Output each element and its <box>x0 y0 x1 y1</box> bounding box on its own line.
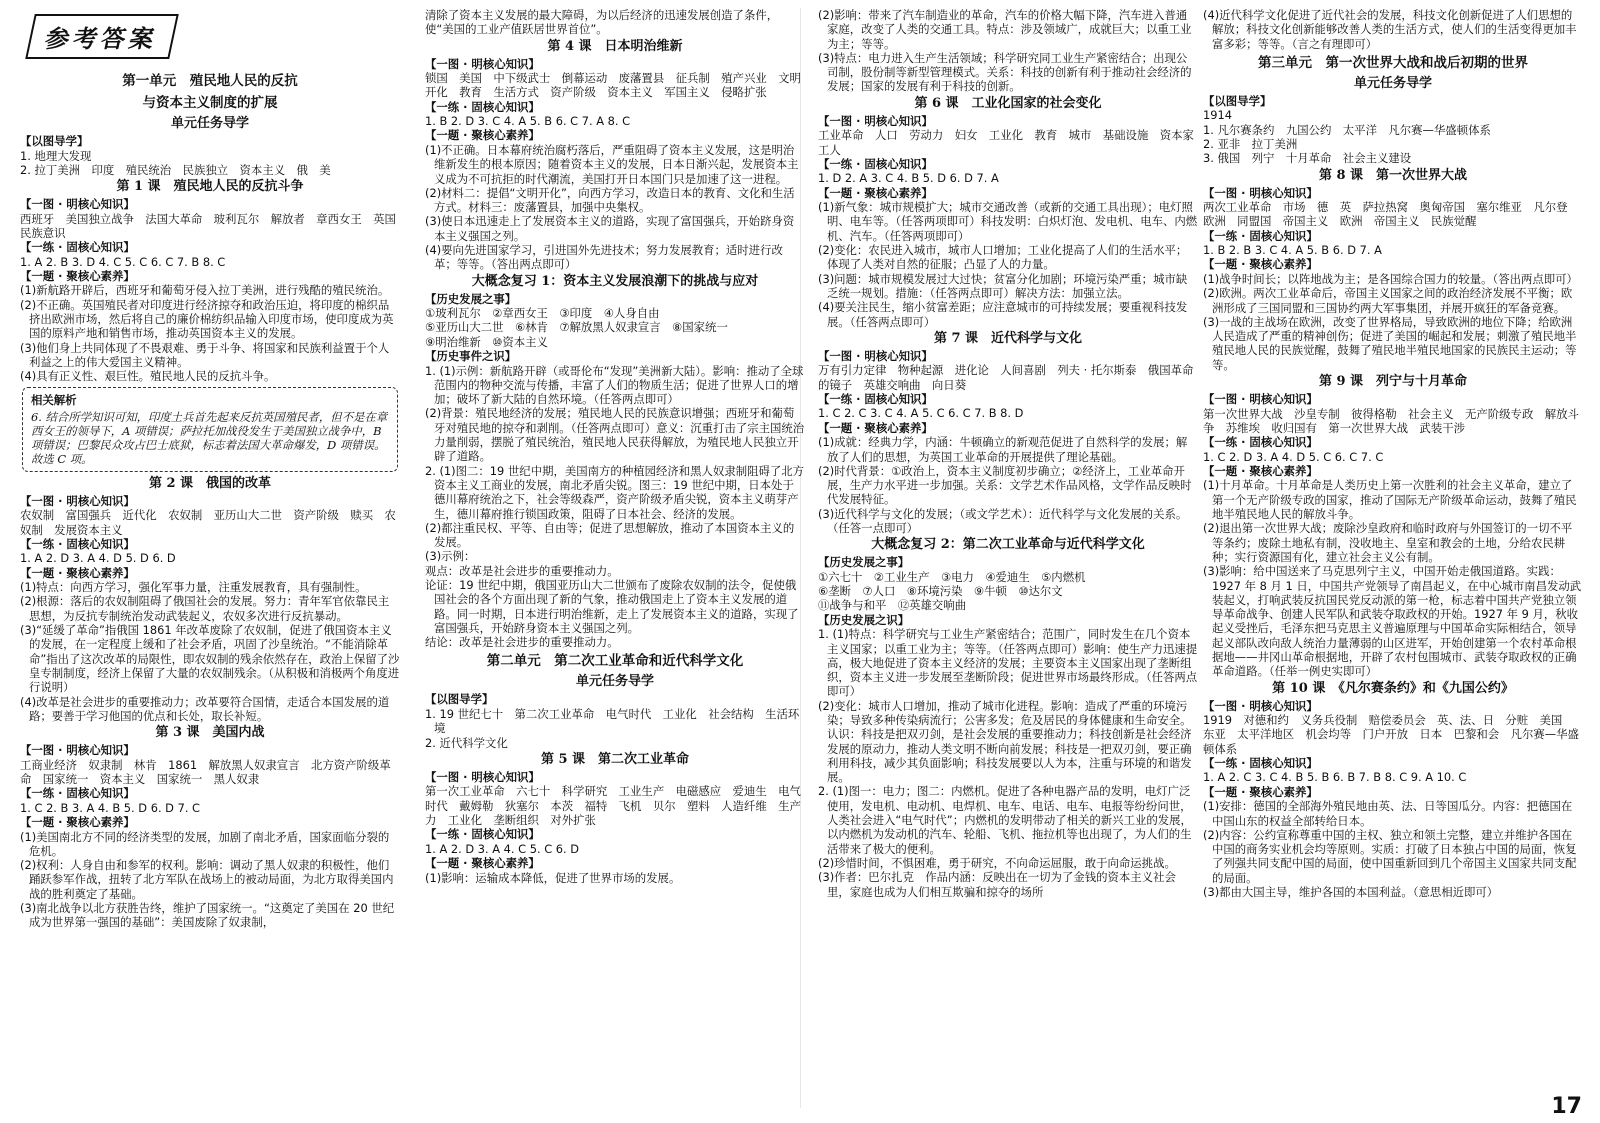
section-label: 【以图导学】 <box>1203 93 1272 108</box>
section-label: 【一练 · 固核心知识】 <box>1203 228 1318 243</box>
answer-item: (2)时代背景：①政治上，资本主义制度初步确立；②经济上，工业革命开展，生产力水平进一步加强。关系：文学艺术作品风格，文学作品反映时代发展特征。 <box>818 463 1192 507</box>
answer-line: 农奴制 富国强兵 近代化 农奴制 亚历山大二世 资产阶级 赎买 农奴制 发展资本主义 <box>20 508 396 537</box>
answer-item: 3. 俄国 列宁 十月革命 社会主义建设 <box>1203 151 1412 166</box>
answer-item: (2)背景：殖民地经济的发展；殖民地人民的民族意识增强；西班牙和葡萄牙对殖民地的掠夺和剥削。（任答两点即可）意义：沉重打击了宗主国统治力量削弱，摆脱了殖民统治，殖民地人民获得解放，为殖民地人民独立开辟了道路。 <box>425 406 805 464</box>
answer-item: (3)南北战争以北方获胜告终，维护了国家统一。“这奠定了美国在 20 世纪成为世界第一强国的基础”：美国废除了奴隶制， <box>20 900 395 930</box>
answer-line: ⑥垄断 ⑦人口 ⑧环境污染 ⑨牛顿 ⑩达尔文 <box>818 584 1063 599</box>
section-label: 【一题 · 聚核心素养】 <box>1203 784 1318 799</box>
answer-line: 两次工业革命 市场 德 英 萨拉热窝 奥匈帝国 塞尔维亚 凡尔登 欧洲 同盟国 帝国主义 欧洲 帝国主义 民族觉醒 <box>1203 200 1579 229</box>
answer-line: 结论：改革是社会进步的重要推动力。 <box>425 635 619 650</box>
answer-item: (1)影响：运输成本降低，促进了世界市场的发展。 <box>425 870 681 885</box>
answer-line: 工业革命 人口 劳动力 妇女 工业化 教育 城市 基础设施 资本家 工人 <box>818 128 1206 157</box>
answer-item: 2. (1)图一：电力；图二：内燃机。促进了各种电器产品的发明，电灯广泛使用，发电机、电动机、电焊机、电车、电话、电车、电报等纷纷问世，人类社会进入“电气时代”；内燃机的发明带动了相关的新兴工业的发展，以内燃机为发动机的汽车、轮船、飞机、拖拉机等也出现了，为人们的生活带来了极大的便利。 <box>818 784 1192 856</box>
answer-item: (1)新航路开辟后，西班牙和葡萄牙侵入拉丁美洲，进行残酷的殖民统治。 <box>20 283 390 298</box>
answer-line: ①六七十 ②工业生产 ③电力 ④爱迪生 ⑤内燃机 <box>818 569 1086 584</box>
answer-item: (3)影响：给中国送来了马克思列宁主义，中国开始走俄国道路。实践：1927 年 8 月 1 日，中国共产党领导了南昌起义，在中心城市南昌发动武装起义，打响武装反抗国民党反动派的第一枪，标志着中国共产党独立领导革命战争、创建人民军队和武装夺取政权的开始。1927 年 9 月，秋收起义受挫后，毛泽东把马克思主义普遍原理与中国革命实际相结合，领导起义部队改向敌人统治力量薄弱的山区进军，开始创建第一个农村革命根据地——井冈山革命根据地，开辟了农村包围城市、武装夺取政权的正确革命道路。（任举一例史实即可） <box>1203 564 1582 679</box>
lesson-heading: 第 2 课 俄国的改革 <box>148 475 272 491</box>
page-number: 17 <box>1551 1094 1582 1119</box>
answer-item: (3)特点：电力进入生产生活领域；科学研究同工业生产紧密结合；出现公司制，股份制等新型管理模式。关系：科技的创新有利于推动社会经济的发展；国家的发展有利于科技的创新。 <box>818 50 1192 94</box>
answer-item: 论证：19 世纪中期，俄国亚历山大二世颁布了废除农奴制的法令，促使俄国社会的各个方面出现了新的气象，推动俄国走上了资本主义发展的道路。同一时期，日本进行明治维新，走上了发展资本主义的道路，实现了富国强兵，开始跻身资本主义强国之列。 <box>425 578 799 635</box>
answer-line: 1. B 2. D 3. C 4. A 5. B 6. C 7. A 8. C <box>425 114 631 129</box>
answer-line: 1. A 2. D 3. A 4. D 5. D 6. D <box>20 551 176 566</box>
answer-item: 2. 近代科学文化 <box>425 735 508 750</box>
answer-item: (3)近代科学与文化的发展；（或文学艺术）：近代科学与文化发展的关系。（任答一点即可） <box>818 506 1188 536</box>
section-label: 【一题 · 聚核心素养】 <box>20 815 135 829</box>
column-2 <box>425 8 805 1116</box>
answer-line: 1. C 2. C 3. C 4. A 5. C 6. C 7. B 8. D <box>818 406 1024 421</box>
answer-item: (2)材料二：提倡“文明开化”，向西方学习，改造日本的教育、文化和生活方式。材料三：废藩置县，加强中央集权。 <box>425 185 795 215</box>
lesson-heading: 第 1 课 殖民地人民的反抗斗争 <box>116 179 304 195</box>
column-3 <box>818 8 1206 1116</box>
answer-line: 1. A 2. B 3. D 4. C 5. C 6. C 7. B 8. C <box>20 254 226 269</box>
answer-item: (3)作者：巴尔扎克 作品内涵：反映出在一切为了金钱的资本主义社会里，家庭也成为人们相互欺骗和掠夺的场所 <box>818 870 1176 899</box>
answer-item: (3)问题：城市规模发展过大过快；贫富分化加剧；环境污染严重；城市缺乏统一规划。措施：（任答两点即可）解决方法：加强立法。 <box>818 271 1188 300</box>
answer-item: 2. 亚非 拉丁美洲 <box>1203 136 1298 151</box>
section-label: 【一练 · 固核心知识】 <box>20 240 135 255</box>
section-label: 【一图 · 明核心知识】 <box>1203 392 1318 407</box>
answer-item: (3)使日本迅速走上了发展资本主义的道路，实现了富国强兵，开始跻身资本主义强国之列。 <box>425 214 795 243</box>
answer-line: 清除了资本主义发展的最大障碍，为以后经济的迅速发展创造了条件，使“美国的工业产值跃居世界首位”。 <box>425 8 779 37</box>
answer-line: 1. B 2. B 3. C 4. A 5. B 6. D 7. A <box>1203 243 1382 258</box>
section-label: 【一练 · 固核心知识】 <box>1203 435 1318 450</box>
section-label: 【一图 · 明核心知识】 <box>20 743 135 758</box>
answer-item: (1)新气象：城市规模扩大；城市交通改善（或新的交通工具出现）；电灯照明、电车等。（任答两项即可）科技发明：白炽灯泡、发电机、电车、内燃机、汽车。（任答两项即可） <box>818 200 1198 243</box>
section-label: 【一题 · 聚核心素养】 <box>1203 257 1318 272</box>
answer-item: (1)特点：向西方学习，强化军事力量，注重发展教育，具有强制性。 <box>20 580 367 595</box>
answer-line: 1. A 2. D 3. A 4. C 5. C 6. D <box>425 841 580 856</box>
section-label: 【一图 · 明核心知识】 <box>818 113 933 128</box>
unit-heading: 第三单元 第一次世界大战和战后初期的世界 <box>1258 54 1528 71</box>
answer-item: 2. (1)图二：19 世纪中期，美国南方的种植园经济和黑人奴隶制阻碍了北方资本主义工商业的发展，南北矛盾尖锐。图三：19 世纪中期，日本处于德川幕府统治之下，社会等级森严，资产阶级矛盾尖锐，资本主义萌芽产生，德川幕府推行锁国政策，阻碍了日本社会、经济的发展。 <box>425 463 805 521</box>
lesson-heading: 单元任务导学 <box>170 116 249 131</box>
answer-item: (4)要向先进国家学习，引进国外先进技术；努力发展教育；适时进行改革；等等。（答出两点即可） <box>425 243 783 272</box>
answer-item: (2)权利：人身自由和参军的权利。影响：调动了黑人奴隶的积极性，他们踊跃参军作战，扭转了北方军队在战场上的被动局面，为北方取得美国内战的胜利奠定了基础。 <box>20 858 394 901</box>
answer-item: 1. 19 世纪七十 第二次工业革命 电气时代 工业化 社会结构 生活环境 <box>425 706 800 736</box>
answer-item: (2)变化：城市人口增加，推动了城市化进程。影响：造成了严重的环境污染；导致多种传染病流行；公害多发；危及居民的身体健康和生命安全。认识：科技是把双刃剑，是社会发展的重要推动力；科技创新是社会经济发展的原动力，推动人类文明不断向前发展；科技是一把双刃剑，要正确利用科技，减少其负面影响；科技发展要以人为本，注重与环境的和谐发展。 <box>818 698 1192 785</box>
answer-item: (1)美国南北方不同的经济类型的发展，加剧了南北矛盾，国家面临分裂的危机。 <box>20 829 390 858</box>
lesson-heading: 第 4 课 日本明治维新 <box>547 38 683 54</box>
answer-item: (4)具有正义性、艰巨性。殖民地人民的反抗斗争。 <box>20 369 276 384</box>
analysis-box-title: 相关解析 <box>31 392 77 407</box>
answer-line: ⑪战争与和平 ⑫英雄交响曲 <box>818 598 967 613</box>
answer-item: (1)不正确。日本幕府统治腐朽落后，严重阻碍了资本主义发展，这是明治维新发生的根本原因；随着资本主义的发展，日本日渐兴起，发展资本主义成为不可抗拒的时代潮流，美国打开日本国门只是加速了这一进程。 <box>425 142 799 186</box>
answer-line: 观点：改革是社会进步的重要推动力。 <box>425 563 619 578</box>
section-label: 【一练 · 固核心知识】 <box>1203 755 1318 770</box>
section-label: 【一练 · 固核心知识】 <box>20 786 135 801</box>
answer-item: (2)退出第一次世界大战；废除沙皇政府和临时政府与外国签订的一切不平等条约；废除土地私有制，没收地主、皇室和教会的土地，分给农民耕种；实行资源国有化，建立社会主义公有制。 <box>1203 521 1573 564</box>
answer-line: ⑤亚历山大二世 ⑥林肯 ⑦解放黑人奴隶宣言 ⑧国家统一 <box>425 320 728 335</box>
section-label: 【一题 · 聚核心素养】 <box>1203 463 1318 478</box>
answer-line: 1. D 2. A 3. C 4. B 5. D 6. D 7. A <box>818 171 999 186</box>
answer-item: (4)改革是社会进步的重要推动力；改革要符合国情，走适合本国发展的道路；要善于学习他国的优点和长处，取长补短。 <box>20 694 390 723</box>
column-1 <box>20 8 408 1116</box>
answer-item: (1)成就：经典力学，内涵：牛顿确立的新观范促进了自然科学的发展；解放了人们的思想，为英国工业革命的开展提供了理论基础。 <box>818 435 1188 464</box>
lesson-heading: 第 7 课 近代科学与文化 <box>933 330 1083 346</box>
answer-item: (2)都注重民权、平等、自由等；促进了思想解放，推动了本国资本主义的发展。 <box>425 520 795 550</box>
section-label: 【历史事件之识】 <box>425 349 517 364</box>
unit-heading: 第一单元 殖民地人民的反抗 <box>122 73 298 89</box>
answer-item: (3)“延缓了革命”指俄国 1861 年改革废除了农奴制，促进了俄国资本主义的发展，在一定程度上缓和了社会矛盾，巩固了沙皇统治。“不能消除革命”指出了这次改革的局限性，即农奴制的残余依然存在，政治上保留了沙皇专制制度，经济上保留了大量的农奴制残余。（从积极和消极两个角度进行说明） <box>20 623 400 695</box>
lesson-heading: 第 10 课 《凡尔赛条约》和《九国公约》 <box>1272 680 1514 696</box>
answer-item: (4)近代科学文化促进了近代社会的发展，科技文化创新促进了人们思想的解放；科技文化创新能够改善人类的生活方式，使人们的生活变得更加丰富多彩；等等。（言之有理即可） <box>1203 8 1577 51</box>
answer-item: (1)战争时间长；以阵地战为主；是各国综合国力的较量。（答出两点即可） <box>1203 271 1578 286</box>
answer-line: 第一次工业革命 六七十 科学研究 工业生产 电磁感应 爱迪生 电气时代 戴姆勒 狄塞尔 本茨 福特 飞机 贝尔 塑料 人造纤维 生产力 工业化 垄断组织 对外扩张 <box>425 784 801 827</box>
answer-line: 1914 <box>1203 108 1232 123</box>
section-label: 【一题 · 聚核心素养】 <box>818 420 933 435</box>
section-label: 【一练 · 固核心知识】 <box>818 156 933 171</box>
answer-line: 西班牙 美国独立战争 法国大革命 玻利瓦尔 解放者 章西女王 英国 民族意识 <box>20 211 408 240</box>
answer-item: 1. 地理大发现 <box>20 148 92 163</box>
analysis-box-text: 6. 结合所学知识可知，印度土兵首先起来反抗英国殖民者，但不是在章西女王的领导下，A 项错误；萨拉托加战役发生于美国独立战争中，B 项错误；巴黎民众攻占巴士底狱，标志着法国大革命爆发，D 项错误。故选 C 项。 <box>31 409 388 467</box>
banner-title: 参考答案 <box>25 14 179 59</box>
column-4 <box>1203 8 1583 1116</box>
section-label: 【一题 · 聚核心素养】 <box>425 128 540 143</box>
section-label: 【一图 · 明核心知识】 <box>20 197 135 212</box>
lesson-heading: 大概念复习 1：资本主义发展浪潮下的挑战与应对 <box>471 273 759 289</box>
answer-item: (3)一战的主战场在欧洲，改变了世界格局，导致欧洲的地位下降；给欧洲人民造成了严重的精神创伤；促进了美国的崛起和发展；刺激了殖民地半殖民地人民的民族觉醒，鼓舞了殖民地半殖民地国家的民族民主运动；等等。 <box>1203 314 1577 372</box>
section-label: 【以图导学】 <box>425 692 494 707</box>
section-label: 【一图 · 明核心知识】 <box>425 56 540 71</box>
section-label: 【以图导学】 <box>20 134 89 148</box>
answer-line: 锁国 美国 中下级武士 倒幕运动 废藩置县 征兵制 殖产兴业 文明开化 教育 生活方式 资产阶级 资本主义 军国主义 侵略扩张 <box>425 71 801 100</box>
lesson-heading: 单元任务导学 <box>1353 75 1432 91</box>
section-label: 【一题 · 聚核心素养】 <box>20 268 135 283</box>
answer-item: (2)珍惜时间，不惧困难，勇于研究，不向命运屈服，敢于向命运挑战。 <box>818 855 1176 870</box>
section-label: 【一图 · 明核心知识】 <box>1203 698 1318 713</box>
section-label: 【一练 · 固核心知识】 <box>425 827 540 842</box>
unit-heading: 与资本主义制度的扩展 <box>142 95 278 111</box>
answer-line: 工商业经济 奴隶制 林肯 1861 解放黑人奴隶宣言 北方资产阶级革命 国家统一 资本主义 国家统一 黑人奴隶 <box>20 757 391 786</box>
section-label: 【一练 · 固核心知识】 <box>20 536 135 551</box>
answer-item: (2)影响：带来了汽车制造业的革命，汽车的价格大幅下降，汽车进入普通家庭，改变了人类的交通工具。特点：涉及领域广，成就巨大；以重工业为主；等等。 <box>818 8 1192 51</box>
section-label: 【一图 · 明核心知识】 <box>425 769 540 784</box>
lesson-heading: 第 8 课 第一次世界大战 <box>1318 167 1468 183</box>
answer-line: 1. C 2. D 3. A 4. D 5. C 6. C 7. C <box>1203 449 1384 464</box>
answer-line: ①玻利瓦尔 ②章西女王 ③印度 ④人身自由 <box>425 306 660 321</box>
answer-item: 2. 拉丁美洲 印度 殖民统治 民族独立 资本主义 俄 美 <box>20 162 331 177</box>
section-label: 【历史发展之识】 <box>818 612 910 627</box>
answer-item: (3)示例： <box>425 549 476 564</box>
lesson-heading: 第 6 课 工业化国家的社会变化 <box>914 95 1102 111</box>
answer-line: 万有引力定律 物种起源 进化论 人间喜剧 列夫 · 托尔斯泰 俄国革命的镜子 英雄交响曲 向日葵 <box>818 363 1194 392</box>
answer-item: (2)内容：公约宣称尊重中国的主权、独立和领土完整，建立并维护各国在中国的商务实业机会均等原则。实质：打破了日本独占中国的局面，恢复了列强共同支配中国的局面，使中国重新回到几个帝国主义国家共同支配的局面。 <box>1203 827 1577 885</box>
lesson-heading: 第 9 课 列宁与十月革命 <box>1318 374 1468 390</box>
section-label: 【一题 · 聚核心素养】 <box>20 565 135 580</box>
analysis-box <box>22 387 398 472</box>
lesson-heading: 第 3 课 美国内战 <box>155 725 265 741</box>
unit-heading: 第二单元 第二次工业革命和近代科学文化 <box>486 653 744 670</box>
answer-item: (3)都由大国主导，维护各国的本国利益。（意思相近即可） <box>1203 885 1499 900</box>
section-label: 【一题 · 聚核心素养】 <box>818 185 933 200</box>
answer-item: (2)根源：落后的农奴制阻碍了俄国社会的发展。努力：青年军官依靠民主思想，为反抗专制统治发动武装起义，农奴多次进行反抗暴动。 <box>20 594 390 623</box>
section-label: 【一图 · 明核心知识】 <box>818 348 933 363</box>
section-label: 【一图 · 明核心知识】 <box>20 493 135 508</box>
lesson-heading: 大概念复习 2：第二次工业革命与近代科学文化 <box>871 537 1145 553</box>
section-label: 【历史发展之事】 <box>425 291 517 306</box>
answer-item: (2)变化：农民进入城市，城市人口增加；工业化提高了人们的生活水平；体现了人类对自然的征服；凸显了人的力量。 <box>818 243 1188 272</box>
answer-line: 第一次世界大战 沙皇专制 彼得格勒 社会主义 无产阶级专政 解放斗争 苏维埃 收归国有 第一次世界大战 武装干涉 <box>1203 406 1579 435</box>
answer-line: 1. A 2. C 3. C 4. B 5. B 6. B 7. B 8. C 9. A 10. C <box>1203 770 1467 785</box>
answer-item: 1. 凡尔赛条约 九国公约 太平洋 凡尔赛—华盛顿体系 <box>1203 122 1491 137</box>
section-label: 【一练 · 固核心知识】 <box>818 391 933 406</box>
section-label: 【一图 · 明核心知识】 <box>1203 185 1318 200</box>
answer-item: 1. (1)示例：新航路开辟（或哥伦布“发现”美洲新大陆）。影响：推动了全球范围内的物种交流与传播，丰富了人们的物质生活；促进了世界人口的增加；破坏了新大陆的自然环境。（任答两点即可） <box>425 363 804 407</box>
answer-line: ⑨明治维新 ⑩资本主义 <box>425 334 548 349</box>
answer-item: (3)他们身上共同体现了不畏艰难、勇于斗争、将国家和民族利益置于个人利益之上的伟大爱国主义精神。 <box>20 340 390 369</box>
answer-item: (1)十月革命。十月革命是人类历史上第一次胜利的社会主义革命，建立了第一个无产阶级专政的国家，推动了国际无产阶级革命运动，鼓舞了殖民地半殖民地人民的解放斗争。 <box>1203 478 1577 522</box>
answer-item: (2)欧洲。两次工业革命后，帝国主义国家之间的政治经济发展不平衡；欧洲形成了三国同盟和三国协约两大军事集团，并展开疯狂的军备竞赛。 <box>1203 286 1573 315</box>
section-label: 【一练 · 固核心知识】 <box>425 99 540 114</box>
lesson-heading: 单元任务导学 <box>575 674 654 690</box>
section-label: 【历史发展之事】 <box>818 555 910 570</box>
answer-line: 1. C 2. B 3. A 4. B 5. D 6. D 7. C <box>20 800 201 815</box>
answer-line: 1919 对德和约 义务兵役制 赔偿委员会 英、法、日 分赃 美国 东亚 太平洋地区 机会均等 门户开放 日本 巴黎和会 凡尔赛—华盛顿体系 <box>1203 713 1579 756</box>
answer-item: (4)要关注民生，缩小贫富差距；应注意城市的可持续发展；要重视科技发展。（任答两点即可） <box>818 300 1188 329</box>
answer-item: 1. (1)特点：科学研究与工业生产紧密结合；范围广，同时发生在几个资本主义国家；以重工业为主；等等。（任答两点即可）影响：使生产力迅速提高，极大地促进了资本主义经济的发展；主要资本主义国家出现了垄断组织，资本主义进一步发展至垄断阶段；促进世界市场最终形成。（任答两点即可） <box>818 627 1198 699</box>
answer-item: (1)安排：德国的全部海外殖民地由英、法、日等国瓜分。内容：把德国在中国山东的权益全部转给日本。 <box>1203 799 1573 828</box>
section-label: 【一题 · 聚核心素养】 <box>425 856 540 871</box>
lesson-heading: 第 5 课 第二次工业革命 <box>540 751 690 767</box>
answer-item: (2)不正确。英国殖民者对印度进行经济掠夺和政治压迫，将印度的棉织品挤出欧洲市场，然后将自己的廉价棉纺织品输入印度市场，使印度成为英国的原料产地和销售市场，推动英国资本主义的发展。 <box>20 297 394 341</box>
